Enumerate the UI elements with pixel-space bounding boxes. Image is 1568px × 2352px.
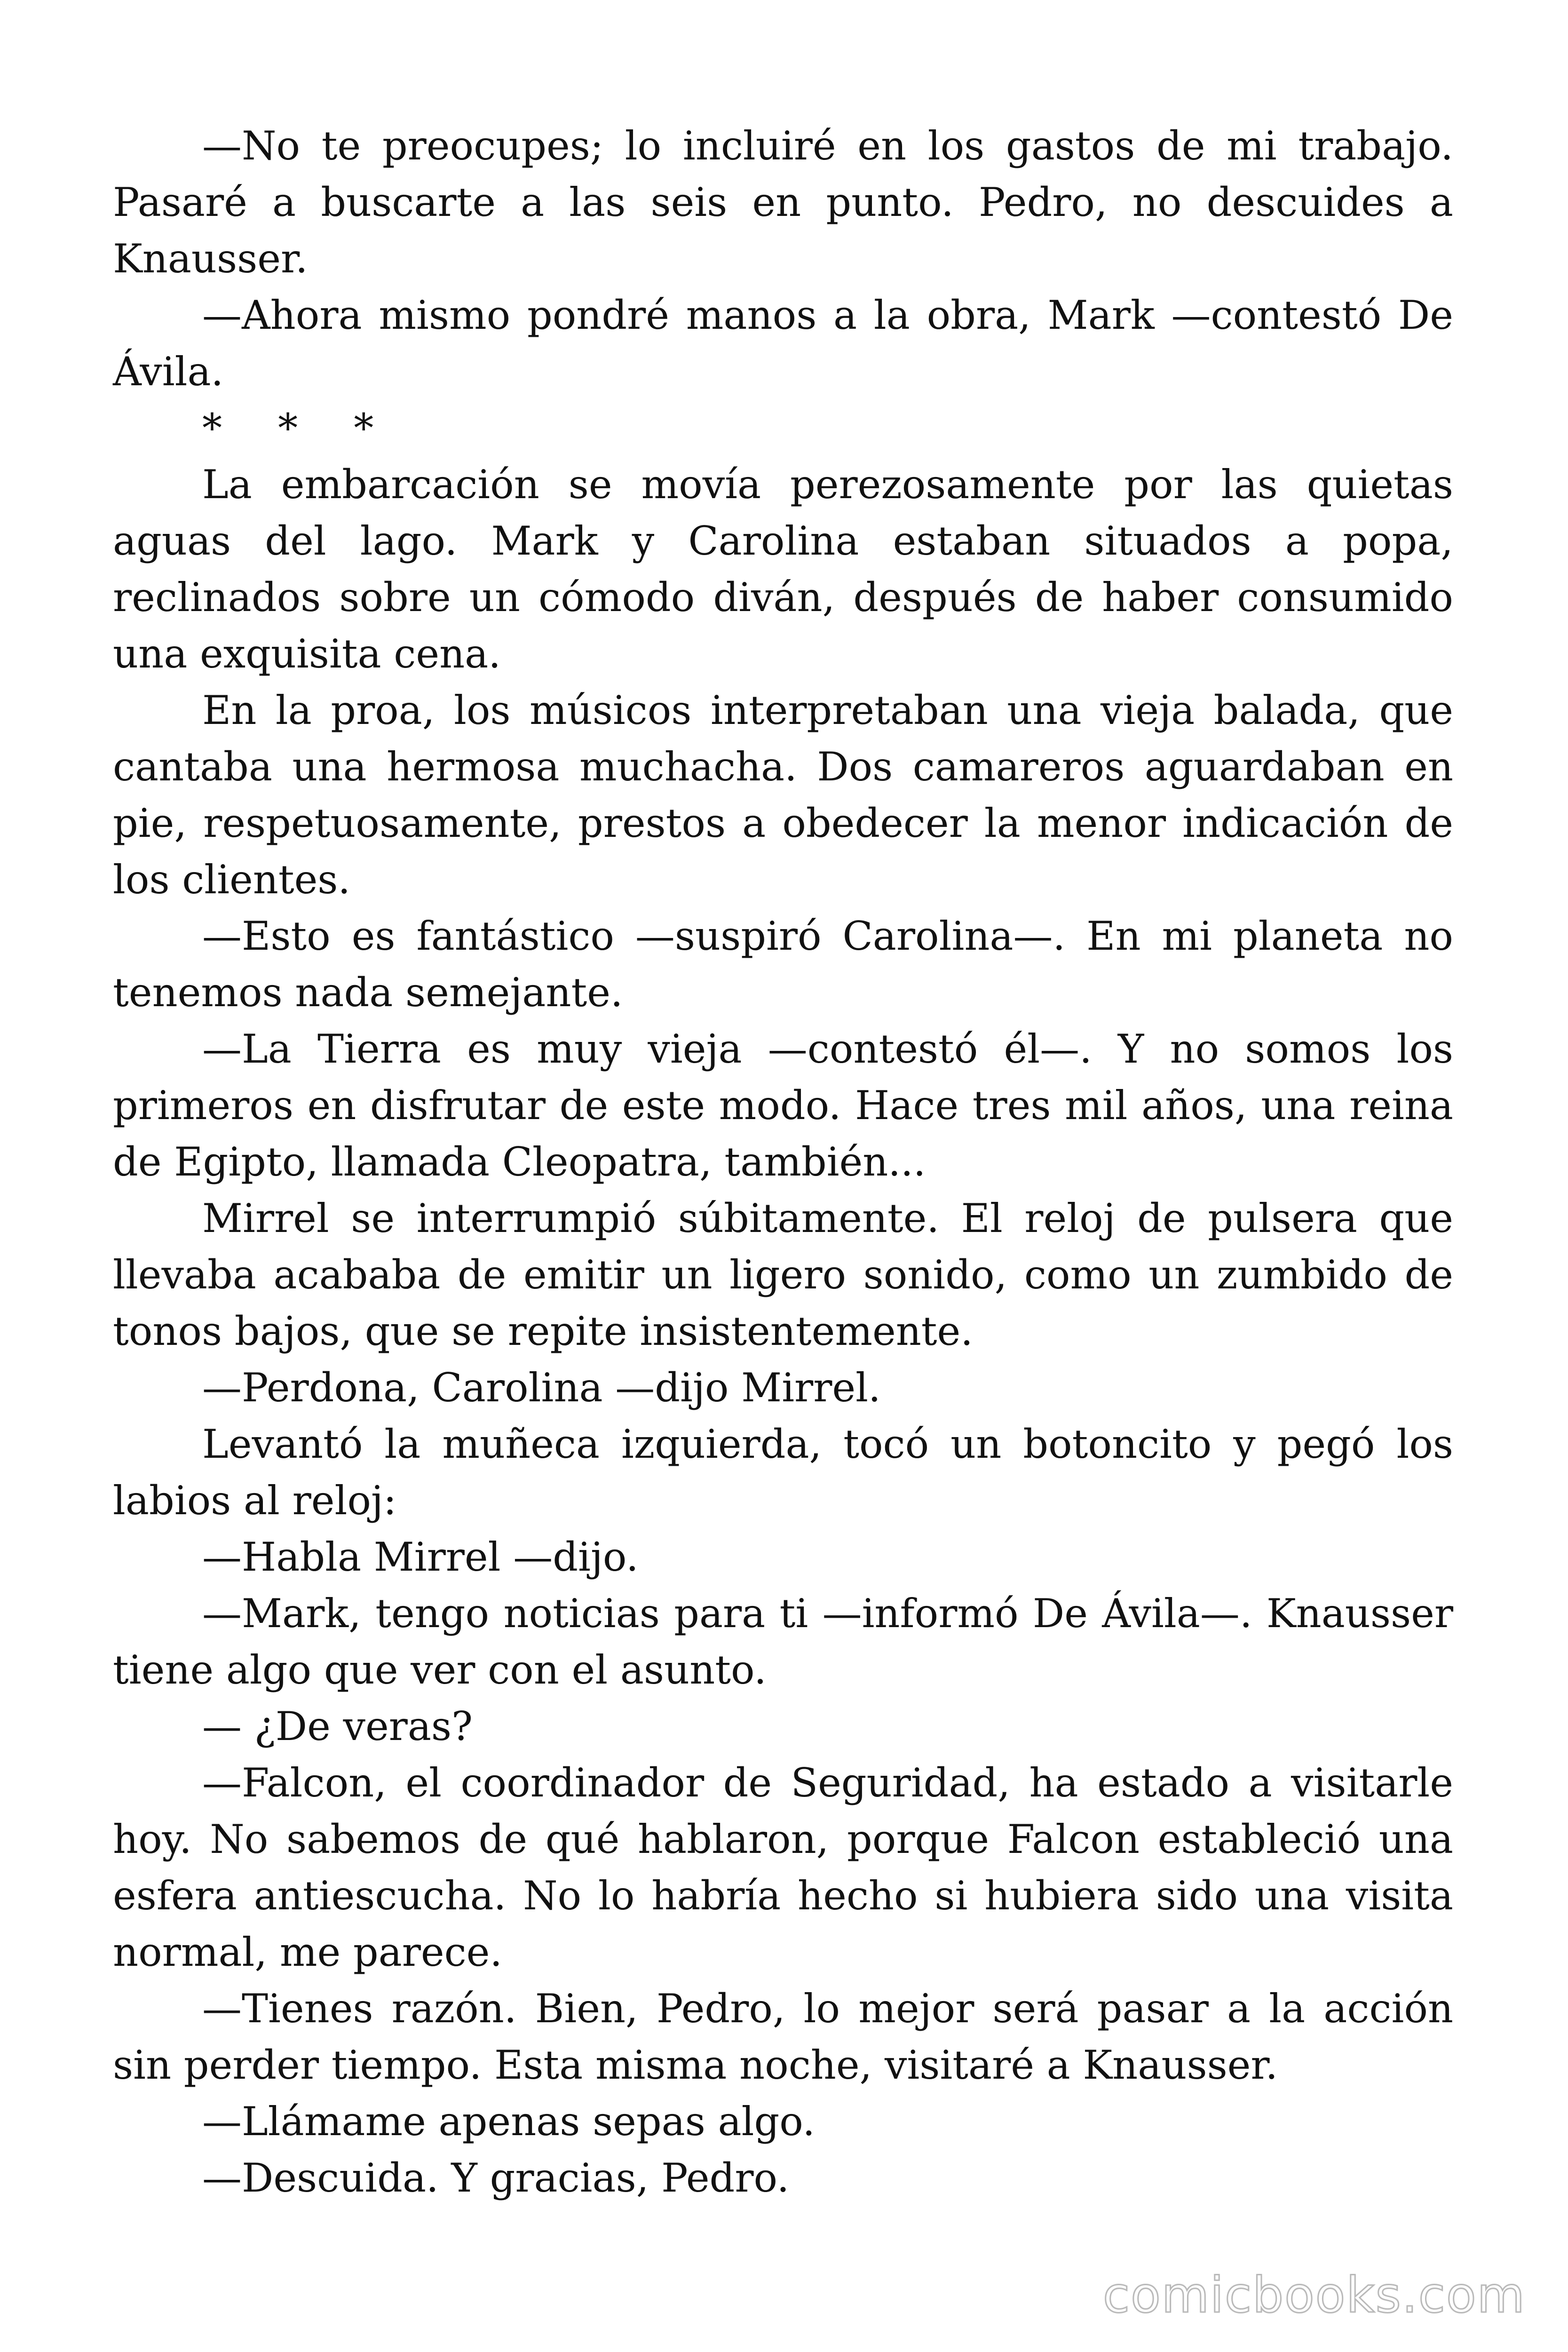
paragraph: —Falcon, el coordinador de Seguridad, ha estado a visitarle hoy. No sabemos de qué hablaron, porque Falcon estableció una esfera antiescucha. No lo habría hecho si hubiera sido una visita normal, me parece. xyxy=(113,1760,1453,1975)
paragraph: La embarcación se movía perezosamente por las quietas aguas del lago. Mark y Carolina estaban situados a popa, reclinados sobre un cómodo diván, después de haber consumido una exquisita cena. xyxy=(113,461,1453,677)
paragraph: Levantó la muñeca izquierda, tocó un botoncito y pegó los labios al reloj: xyxy=(113,1421,1453,1524)
scene-break: * * * xyxy=(202,405,396,451)
paragraph: —Esto es fantástico —suspiró Carolina—. En mi planeta no tenemos nada semejante. xyxy=(113,913,1453,1016)
paragraph: —Llámame apenas sepas algo. xyxy=(202,2098,816,2145)
paragraph: —La Tierra es muy vieja —contestó él—. Y no somos los primeros en disfrutar de este modo. Hace tres mil años, una reina de Egipto, llamada Cleopatra, también... xyxy=(113,1026,1453,1185)
paragraph: En la proa, los músicos interpretaban una vieja balada, que cantaba una hermosa muchacha. Dos camareros aguardaban en pie, respetuosamente, prestos a obedecer la menor indicación de los clientes. xyxy=(113,687,1453,903)
body-text xyxy=(113,118,1453,2206)
paragraph: —Descuida. Y gracias, Pedro. xyxy=(202,2155,790,2201)
paragraph: —No te preocupes; lo incluiré en los gastos de mi trabajo. Pasaré a buscarte a las seis en punto. Pedro, no descuides a Knausser. xyxy=(113,123,1453,282)
paragraph: Mirrel se interrumpió súbitamente. El reloj de pulsera que llevaba acababa de emitir un ligero sonido, como un zumbido de tonos bajos, que se repite insistentemente. xyxy=(113,1195,1453,1354)
paragraph: —Tienes razón. Bien, Pedro, lo mejor será pasar a la acción sin perder tiempo. Esta misma noche, visitaré a Knausser. xyxy=(113,1986,1453,2088)
paragraph: —Habla Mirrel —dijo. xyxy=(202,1534,639,1580)
paragraph: —Ahora mismo pondré manos a la obra, Mark —contestó De Ávila. xyxy=(113,292,1453,395)
paragraph: — ¿De veras? xyxy=(202,1703,473,1749)
paragraph: —Mark, tengo noticias para ti —informó De Ávila—. Knausser tiene algo que ver con el asunto. xyxy=(113,1590,1453,1693)
paragraph: —Perdona, Carolina —dijo Mirrel. xyxy=(202,1365,881,1411)
watermark: comicbooks.com xyxy=(1102,2266,1526,2324)
